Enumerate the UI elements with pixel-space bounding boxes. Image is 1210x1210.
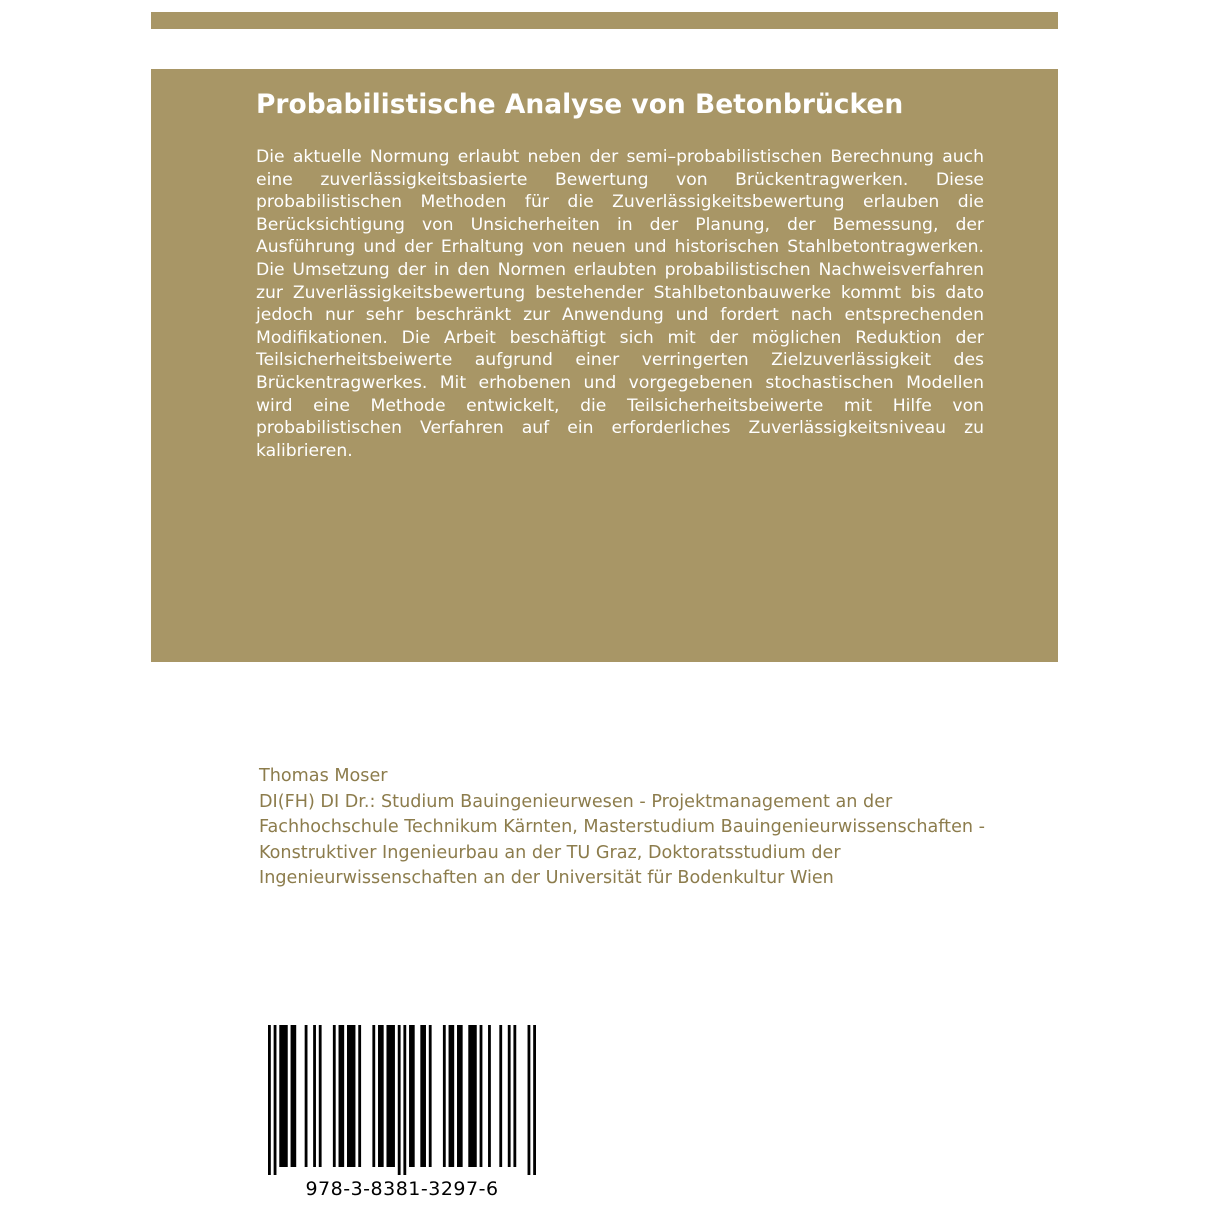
barcode-bar [386,1025,394,1167]
barcode-bar [449,1025,455,1167]
barcode-bar [358,1025,361,1167]
barcode-bar [443,1025,446,1167]
barcode-bar [480,1025,483,1167]
barcode-bar [279,1025,287,1167]
barcode-bar [291,1025,297,1167]
book-title: Probabilistische Analyse von Betonbrücken [256,89,904,120]
isbn-barcode [268,1025,536,1175]
barcode-bar [305,1025,308,1167]
barcode-bar [347,1025,355,1167]
barcode-bar [488,1025,491,1167]
barcode-bar [268,1025,271,1175]
barcode-bar [533,1025,536,1175]
barcode-bar [398,1025,401,1175]
barcode-bar [429,1025,432,1167]
isbn-number: 978-3-8381-3297-6 [305,1178,499,1200]
barcode-bar [409,1025,415,1167]
author-name: Thomas Moser [259,766,388,786]
barcode-bar [378,1025,384,1167]
barcode-bar [274,1025,277,1175]
barcode-bar [420,1025,426,1167]
barcode-bar [339,1025,345,1167]
barcode-bar [508,1025,511,1167]
barcode-bar [313,1025,316,1167]
top-color-strip [151,12,1058,29]
barcode-bars [268,1025,536,1175]
barcode-bar [403,1025,406,1175]
author-bio: DI(FH) DI Dr.: Studium Bauingenieurwesen - Projektmanagement an der Fachhochschule Technikum Kärnten, Masterstudium Bauingenieurwissenschaften - Konstruktiver Ingenieurbau an der TU Graz, Doktoratsstudium der Ingenieurwissenschaften an der Universität für Bodenkultur Wien [259,791,985,889]
barcode-bar [468,1025,476,1167]
description-panel [151,69,1058,662]
barcode-bar [513,1025,516,1167]
barcode-bar [457,1025,463,1167]
author-block [259,764,999,892]
barcode-bar [372,1025,375,1167]
barcode-bar [528,1025,531,1175]
book-abstract: Die aktuelle Normung erlaubt neben der semi–probabilistischen Berechnung auch eine zuverlässigkeitsbasierte Bewertung von Brückentragwerken. Diese probabilistischen Methoden für die Zuverlässigkeitsbewertung erlauben die Berücksichtigung von Unsicherheiten in der Planung, der Bemessung, der Ausführung und der Erhaltung von neuen und historischen Stahlbetontragwerken. Die Umsetzung der in den Normen erlaubten probabilistischen Nachweisverfahren zur Zuverlässigkeitsbewertung bestehender Stahlbetonbauwerke kommt bis dato jedoch nur sehr beschränkt zur Anwendung und fordert nach entsprechenden Modifikationen. Die Arbeit beschäftigt sich mit der möglichen Reduktion der Teilsicherheitsbeiwerte aufgrund einer verringerten Zielzuverlässigkeit des Brückentragwerkes. Mit erhobenen und vorgegebenen stochastischen Modellen wird eine Methode entwickelt, die Teilsicherheitsbeiwerte mit Hilfe von probabilistischen Verfahren auf ein erforderliches Zuverlässigkeitsniveau zu kalibrieren. [256,147,984,461]
barcode-bar [499,1025,502,1167]
barcode-bar [319,1025,322,1167]
barcode-bar [333,1025,336,1167]
